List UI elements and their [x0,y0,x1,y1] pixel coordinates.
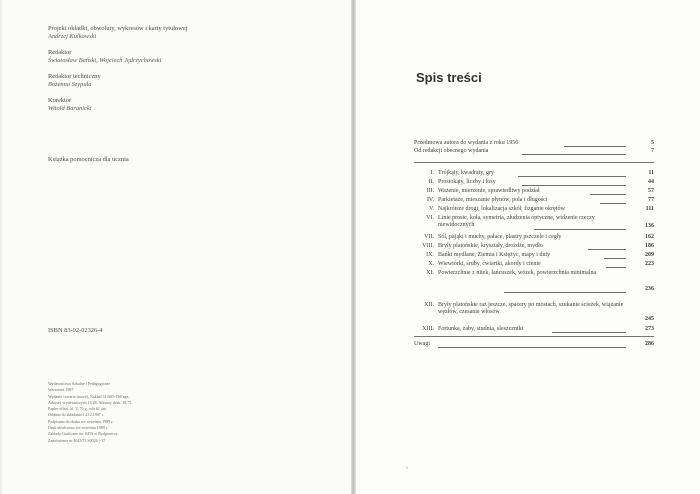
leader-rule [606,267,626,268]
toc-entry-title: Linie proste, koła, symetria, złudzenia optyczne, widzenie rzeczy niewidocznych [438,215,595,229]
toc-entry-page: 236 [645,286,654,292]
toc-entry-title: Fortunka, żaby, studnia, sleszczniki [438,326,524,332]
leader-rule [534,229,626,230]
credit-editor [48,49,288,65]
credit-proofreader [48,97,288,113]
toc-entry-page: 223 [645,261,654,267]
toc-entry-title: Bańki mydlane, Ziemia i Księżyc, mapy i duty [438,252,551,258]
toc-entry-chapter [414,206,654,214]
toc-divider [414,162,654,163]
leader-rule [522,185,626,186]
imprint-line: Podpisano do druku we wrześniu 1989 r. [48,418,114,424]
toc-entry-page: 7 [651,148,654,154]
toc-entry-page: 245 [645,316,654,322]
toc-entry-chapter [414,170,654,178]
toc-entry-chapter [414,215,654,231]
toc-entry-page: 77 [648,197,654,203]
toc-entry-title: Prostokąty, liczby i losy [438,179,496,185]
toc-title: Spis treści [416,70,482,85]
toc-entry-preface [414,140,654,148]
toc-entry-title: Parkietaże, mieszanie płynów, pola i długości [438,197,548,203]
toc-divider [414,336,654,337]
imprint [48,381,198,444]
credit-name: Andrzej Kulkowski [48,33,97,40]
toc-entry-title: Ważenie, mierzenie, sprawiedliwy podział [438,188,540,194]
toc-entry-number: IV. [426,197,434,203]
toc-entry-title: Bryły platońskie raz jeszcze, spacery po mostach, szukanie ścieżek, wiązanie węzłów, czesanie włosów [438,302,624,316]
toc-entry-number: XII. [424,302,434,308]
page-edge [0,0,4,494]
leader-rule [518,176,626,177]
imprint-line: Arkuszy wydawniczych 13,28. Arkuszy druk. 18,75 [48,399,132,405]
toc-entry-page: 273 [645,326,654,332]
credit-name: Bożenna Szypuła [48,81,92,88]
toc-entry-page: 5 [651,140,654,146]
leader-rule [504,292,626,293]
credit-name: Światosław Bański, Wojciech Jędrzychowski [48,57,162,64]
leader-rule [588,249,626,250]
page-mark: v [406,465,408,470]
toc-entry-number: VII. [424,234,434,240]
imprint-line: Wydanie czwarte (nowe), Nakład 31 660+160 egz. [48,393,130,399]
credit-cover-design [48,25,288,41]
imprint-line: Warszawa 1987 [48,387,74,393]
toc-entry-page: 286 [645,341,654,347]
toc-entry-number: III. [426,188,434,194]
toc-entry-chapter [414,188,654,196]
toc-entry-page: 162 [645,234,654,240]
imprint-line: Zamówienie nr 4045/73 S0026 (-37 [48,437,106,443]
toc-entry-page: 209 [645,252,654,258]
toc-entry-number: IX. [426,252,434,258]
toc-entry-notes [414,341,654,349]
leader-rule [604,258,626,259]
credit-role: Redaktor [48,49,72,56]
toc-entry-number: VIII. [422,243,434,249]
toc-entry-title: Trójkąty, kwadraty, gry [438,170,494,176]
credit-role: Redaktor techniczny [48,73,101,80]
toc-entry-number: XIII. [422,326,434,332]
toc-entry-page: 111 [645,206,654,212]
toc-entry-title: Od redakcji obecnego wydania [414,148,489,154]
toc-entry-number: II. [428,179,434,185]
toc-entry-page: 57 [648,188,654,194]
imprint-line: Zakłady Graficzne im. KEN w Bydgoszczy [48,431,118,437]
imprint-line: Druk ukończono we wrześniu 1989 r. [48,425,108,431]
leader-rule [600,203,626,204]
book-note: Książka pomocnicza dla ucznia [48,156,129,163]
toc-entry-number: VI. [426,215,434,221]
toc-entry-chapter [414,197,654,205]
leader-rule [552,332,626,333]
toc-entry-editorial [414,148,654,156]
toc-entry-chapter [414,243,654,251]
toc-entry-title: Uwagi [414,341,430,347]
toc-entry-title: Wiewiórki, śruby, ćwiartki, akordy i cienie [438,261,541,267]
toc-entry-title: Przedmowa autora do wydania z roku 1956 [414,140,519,146]
toc-entry-page: 11 [648,170,654,176]
toc-entry-page: 136 [645,223,654,229]
leader-rule [564,146,626,147]
toc-entry-number: X. [428,261,434,267]
credit-technical-editor [48,73,288,89]
toc-entry-chapter [414,326,654,334]
leader-rule [522,154,626,155]
toc-entry-chapter [414,234,654,242]
imprint-line: Wydawnictwa Szkolne i Pedagogiczne [48,381,111,386]
toc-entry-page: 186 [645,243,654,249]
credit-name: Witold Baranicki [48,105,92,112]
leader-rule [438,347,626,348]
toc-entry-number: XI. [426,270,434,276]
credit-role: Projekt okładki, obwoluty, wykresów i karty tytułowej [48,25,188,32]
toc-entry-page: 44 [648,179,654,185]
toc-entry-number: V. [428,206,434,212]
credit-role: Korektor [48,97,72,104]
toc-entry-number: I. [430,170,434,176]
toc-entry-title: Najkrótsze drogi, lokalizacja szkół, fizganie okrętów [438,206,565,212]
imprint-line: Oddano do składania 14.12.1987 r. [48,412,104,418]
toc-entry-title: Powierzchnie z nitek, łańcuszek, wózek, powierzchnia minimalna [438,270,597,276]
toc-entry-chapter [414,270,654,294]
toc-entry-chapter [414,261,654,269]
credits [48,25,288,121]
toc-entry-chapter [414,302,654,326]
leader-rule [590,194,626,195]
toc-entry-chapter [414,252,654,260]
isbn: ISBN 83-02-02326-4 [48,327,103,334]
imprint-line: Papier offset. kl. V, 70 g, rola 61 cm [48,406,106,412]
toc-entry-chapter [414,179,654,187]
toc-entry-title: Bryły platońskie, kryształy, drożdże, mydło [438,243,543,249]
toc-entry-title: Sól, pająki i muchy, pałace, plastry pszczele i cegły [438,234,562,240]
